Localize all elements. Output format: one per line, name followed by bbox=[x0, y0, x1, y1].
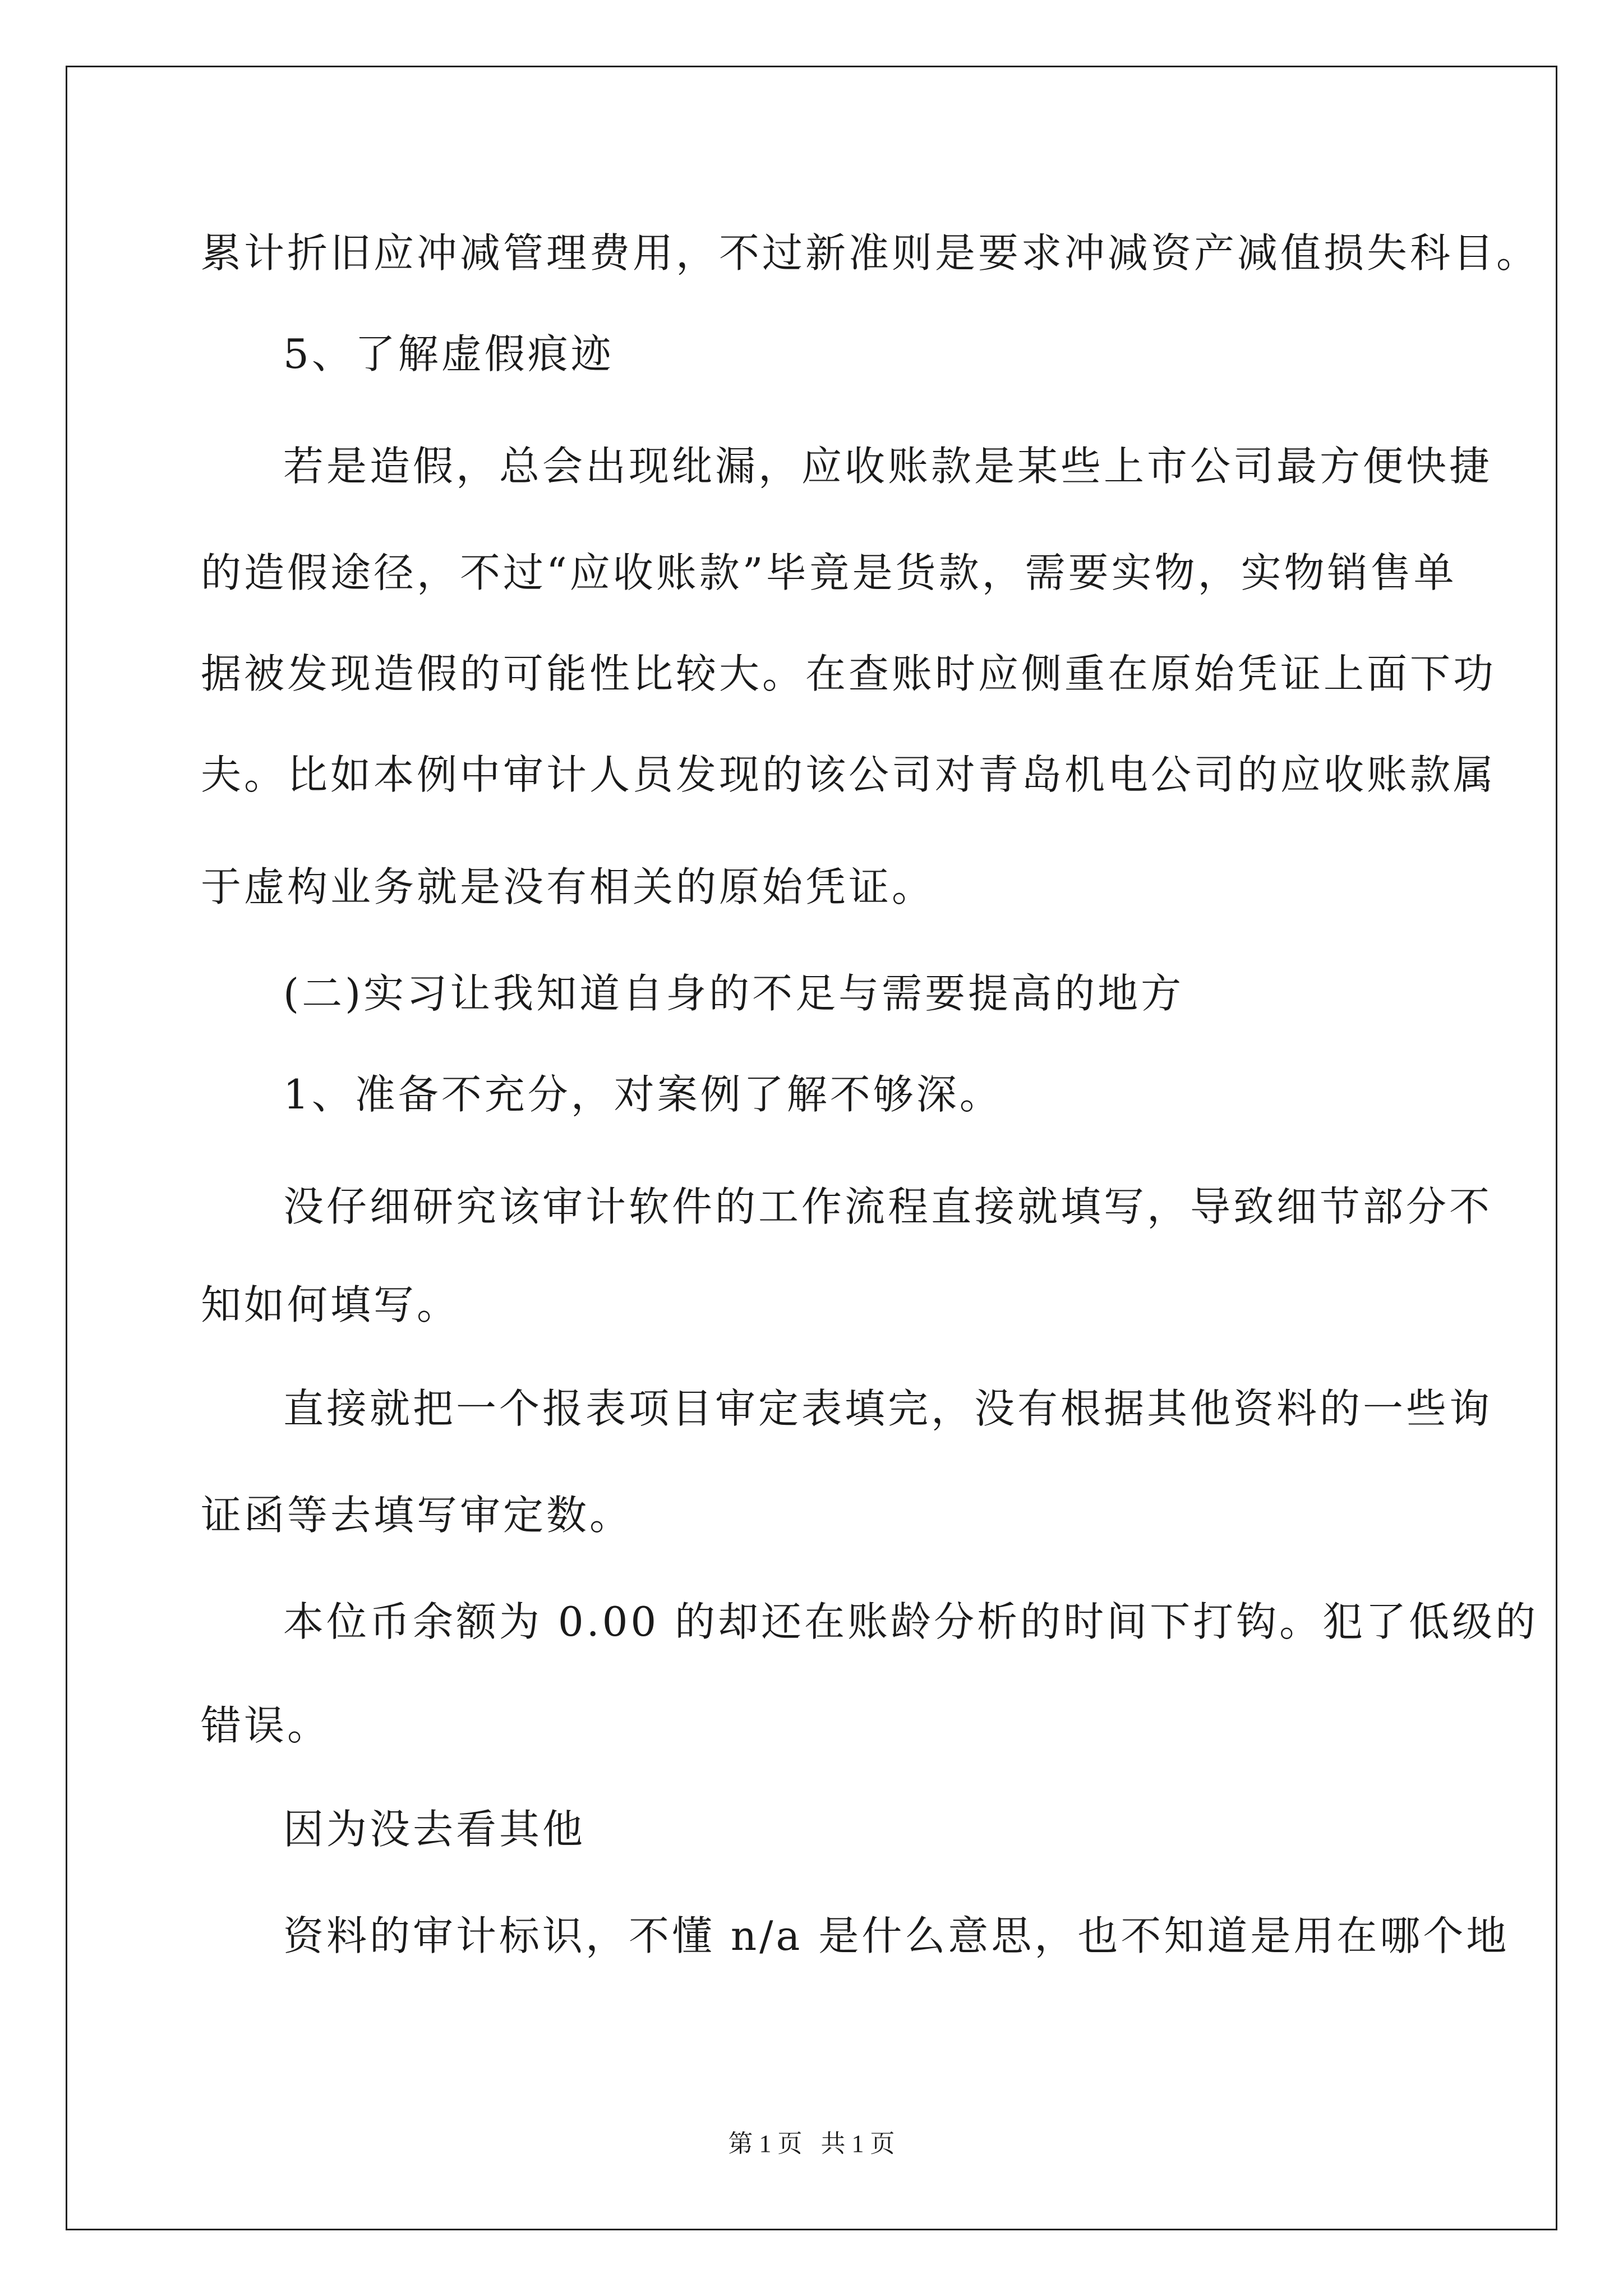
text-line: 的造假途径，不过“应收账款”毕竟是货款，需要实物，实物销售单 bbox=[201, 549, 1457, 596]
text-line: 因为没去看其他 bbox=[283, 1806, 586, 1853]
text-line: 资料的审计标识，不懂 n/a 是什么意思，也不知道是用在哪个地 bbox=[283, 1912, 1510, 1959]
page-border bbox=[66, 66, 1557, 2230]
text-line: 知如何填写。 bbox=[201, 1281, 460, 1328]
text-line: 直接就把一个报表项目审定表填完，没有根据其他资料的一些询 bbox=[283, 1385, 1493, 1432]
text-line: 夫。比如本例中审计人员发现的该公司对青岛机电公司的应收账款属 bbox=[201, 751, 1497, 798]
text-line: 没仔细研究该审计软件的工作流程直接就填写，导致细节部分不 bbox=[283, 1183, 1493, 1230]
text-line: 证函等去填写审定数。 bbox=[201, 1492, 633, 1539]
text-line: 本位币余额为 0.00 的却还在账龄分析的时间下打钩。犯了低级的 bbox=[283, 1598, 1539, 1645]
text-line: 若是造假，总会出现纰漏，应收账款是某些上市公司最方便快捷 bbox=[283, 443, 1493, 490]
text-line: 于虚构业务就是没有相关的原始凭证。 bbox=[201, 863, 935, 910]
subsection-heading: 1、准备不充分，对案例了解不够深。 bbox=[283, 1071, 1003, 1118]
text-line: 5、了解虚假痕迹 bbox=[283, 330, 614, 378]
section-heading: (二)实习让我知道自身的不足与需要提高的地方 bbox=[283, 970, 1184, 1017]
text-line: 累计折旧应冲减管理费用，不过新准则是要求冲减资产减值损失科目。 bbox=[201, 229, 1540, 277]
page-footer: 第 1 页 共 1 页 bbox=[728, 2130, 895, 2157]
text-line: 错误。 bbox=[201, 1702, 331, 1749]
text-line: 据被发现造假的可能性比较大。在查账时应侧重在原始凭证上面下功 bbox=[201, 650, 1497, 697]
